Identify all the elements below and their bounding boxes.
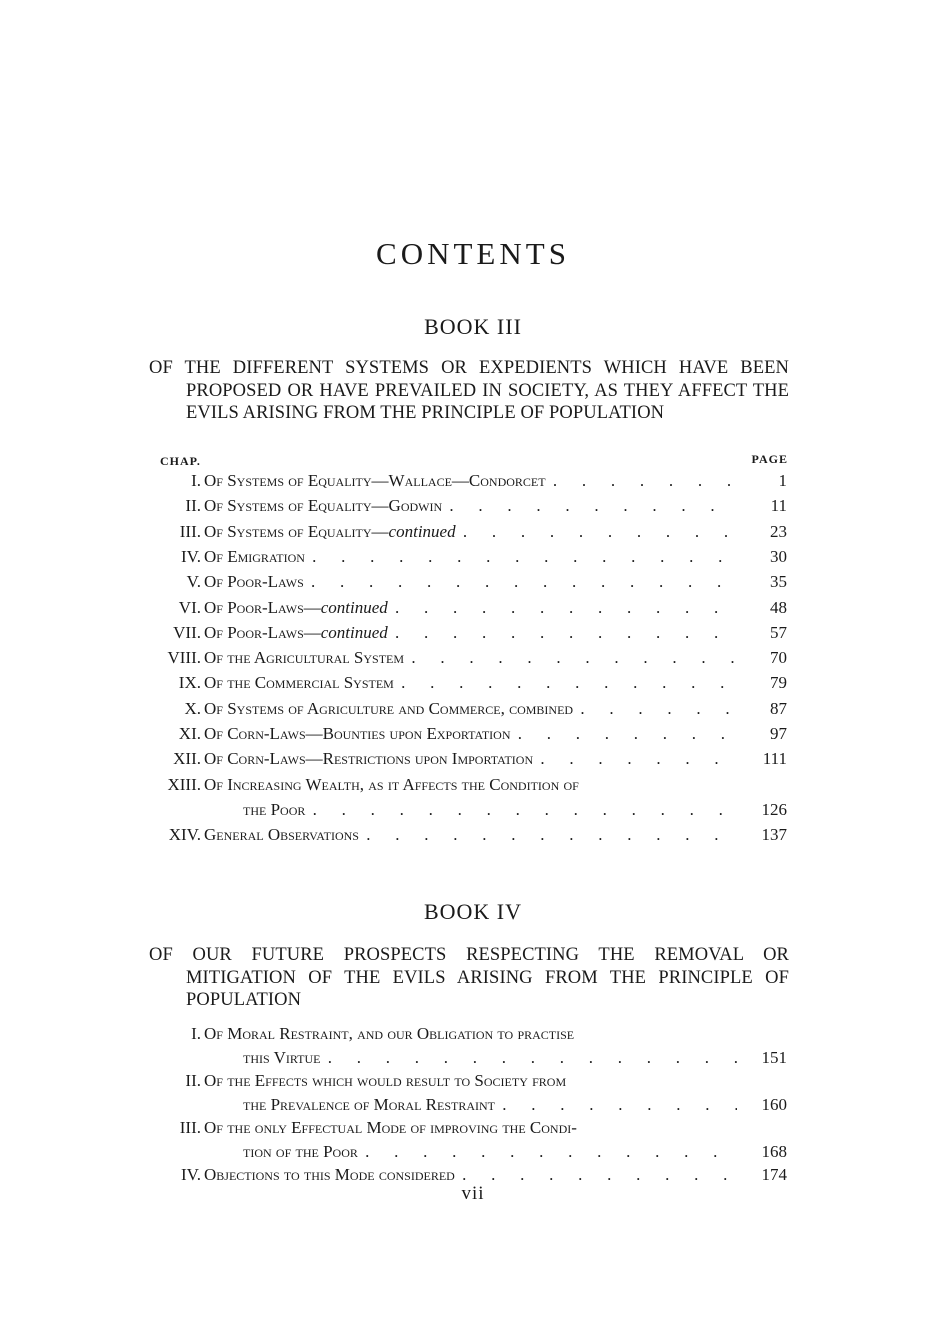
chapter-title: Objections to this Mode considered . . xyxy=(204,1165,737,1185)
chapter-page: 174 xyxy=(761,1165,787,1184)
toc-entry[interactable] xyxy=(147,522,787,547)
toc-entry[interactable] xyxy=(147,1071,787,1096)
chapter-title: Of Corn-Laws—Bounties upon Exportation . . xyxy=(204,724,737,744)
chapter-page: 97 xyxy=(770,724,787,743)
chapter-title: Of Poor-Laws—continued . . xyxy=(204,623,737,643)
toc-entry[interactable] xyxy=(147,1024,787,1049)
book-4-heading: BOOK IV xyxy=(423,899,523,924)
chapter-page: 30 xyxy=(770,546,787,566)
book-4-subtitle: OF OUR FUTURE PROSPECTS RESPECTING THE REMOVAL OR MITIGATION OF THE EVILS ARISING FROM THE PRINCIPLE OF POPULATION xyxy=(149,945,789,1010)
chapter-number: XIII. xyxy=(167,774,201,794)
chapter-title: Of Emigration . . xyxy=(204,547,737,567)
chapter-page: 87 xyxy=(770,698,787,718)
chapter-number: XIV. xyxy=(168,825,201,845)
toc-entry[interactable] xyxy=(147,623,787,648)
page-title: CONTENTS xyxy=(376,236,570,271)
chapter-number: VIII. xyxy=(167,648,201,668)
chapter-page: 137 xyxy=(761,825,787,845)
toc-entry-continuation[interactable] xyxy=(147,1095,787,1120)
chapter-number: I. xyxy=(191,1024,201,1043)
chapter-title-continued: this Virtue . . xyxy=(243,1048,737,1068)
chapter-page: 57 xyxy=(770,622,787,642)
chapter-title: Of the Commercial System . . xyxy=(204,673,737,693)
toc-entry[interactable] xyxy=(147,572,787,597)
chapter-page: 70 xyxy=(770,648,787,668)
chapter-number: II. xyxy=(185,1071,201,1090)
chapter-number: VI. xyxy=(178,597,201,617)
toc-entry[interactable] xyxy=(147,825,787,850)
page-number-folio: vii xyxy=(461,1183,485,1204)
chapter-title-continued: tion of the Poor . . xyxy=(243,1142,737,1162)
chapter-title: Of the Agricultural System . . xyxy=(204,648,737,668)
chapter-title: Of Corn-Laws—Restrictions upon Importation . . xyxy=(204,749,737,769)
chapter-page: 79 xyxy=(770,673,787,693)
toc-entry[interactable] xyxy=(147,471,787,496)
chapter-page: 48 xyxy=(770,597,787,617)
chapter-page: 11 xyxy=(770,496,787,516)
toc-entry[interactable] xyxy=(147,598,787,623)
chapter-title: Of Poor-Laws—continued . . xyxy=(204,598,737,618)
chapter-title-continued: the Prevalence of Moral Restraint . . xyxy=(243,1095,737,1115)
chapter-title: Of Systems of Agriculture and Commerce, combined . . xyxy=(204,699,737,719)
toc-entry[interactable] xyxy=(147,648,787,673)
chapter-page: 151 xyxy=(761,1047,787,1067)
chapter-page: 111 xyxy=(762,749,787,769)
chapter-title: Of Systems of Equality—Wallace—Condorcet . . xyxy=(204,471,737,491)
toc-entry[interactable] xyxy=(147,724,787,749)
chapter-number: IV. xyxy=(181,1165,201,1184)
page-column-label: PAGE xyxy=(751,452,788,466)
book-3-subtitle: OF THE DIFFERENT SYSTEMS OR EXPEDIENTS WHICH HAVE BEEN PROPOSED OR HAVE PREVAILED IN SOCIETY, AS THEY AFFECT THE EVILS ARISING FROM THE PRINCIPLE OF POPULATION xyxy=(149,358,789,423)
toc-entry-continuation[interactable] xyxy=(147,1142,787,1167)
chapter-page: 1 xyxy=(778,471,787,490)
chapter-page: 126 xyxy=(761,799,787,819)
toc-entry-continuation[interactable] xyxy=(147,800,787,825)
chapter-number: IV. xyxy=(181,546,201,566)
chapter-page: 35 xyxy=(770,572,787,592)
chapter-title: Of Increasing Wealth, as it Affects the Condition of xyxy=(204,774,579,794)
chapter-title-italic: continued xyxy=(320,597,388,617)
chapter-title: Of Systems of Equality—Godwin . . xyxy=(204,496,737,516)
chapter-number: XII. xyxy=(173,749,201,769)
chapter-number: III. xyxy=(179,521,201,541)
chapter-number: III. xyxy=(179,1118,201,1137)
toc-entry[interactable] xyxy=(147,775,787,800)
toc-entry[interactable] xyxy=(147,699,787,724)
chapter-page: 160 xyxy=(761,1094,787,1114)
chapter-number: VII. xyxy=(173,622,201,642)
chapter-title-italic: continued xyxy=(388,521,456,541)
chapter-number: X. xyxy=(184,698,201,718)
chapter-number: II. xyxy=(185,496,201,516)
chapter-title-italic: continued xyxy=(320,622,388,642)
chapter-number: XI. xyxy=(178,724,201,743)
toc-entry-continuation[interactable] xyxy=(147,1048,787,1073)
chapter-page: 168 xyxy=(761,1141,787,1161)
toc-entry[interactable] xyxy=(147,547,787,572)
chapter-number: IX. xyxy=(178,673,201,693)
chapter-number: I. xyxy=(191,471,201,490)
chap-column-label: CHAP. xyxy=(160,454,201,468)
toc-entry[interactable] xyxy=(147,749,787,774)
chapter-title: Of Poor-Laws . . xyxy=(204,572,737,592)
chapter-number: V. xyxy=(186,572,201,592)
chapter-title: Of the only Effectual Mode of improving the Condi- xyxy=(204,1118,577,1137)
chapter-title: Of Systems of Equality—continued . . xyxy=(204,522,737,542)
toc-entry[interactable] xyxy=(147,1118,787,1143)
toc-entry[interactable] xyxy=(147,673,787,698)
chapter-title-continued: the Poor . . xyxy=(243,800,737,820)
toc-entry[interactable] xyxy=(147,496,787,521)
book-3-heading: BOOK III xyxy=(424,314,522,339)
chapter-title: Of Moral Restraint, and our Obligation to practise xyxy=(204,1024,575,1043)
chapter-title: General Observations . . xyxy=(204,825,737,845)
chapter-page: 23 xyxy=(770,521,787,541)
chapter-title: Of the Effects which would result to Society from xyxy=(204,1071,567,1090)
